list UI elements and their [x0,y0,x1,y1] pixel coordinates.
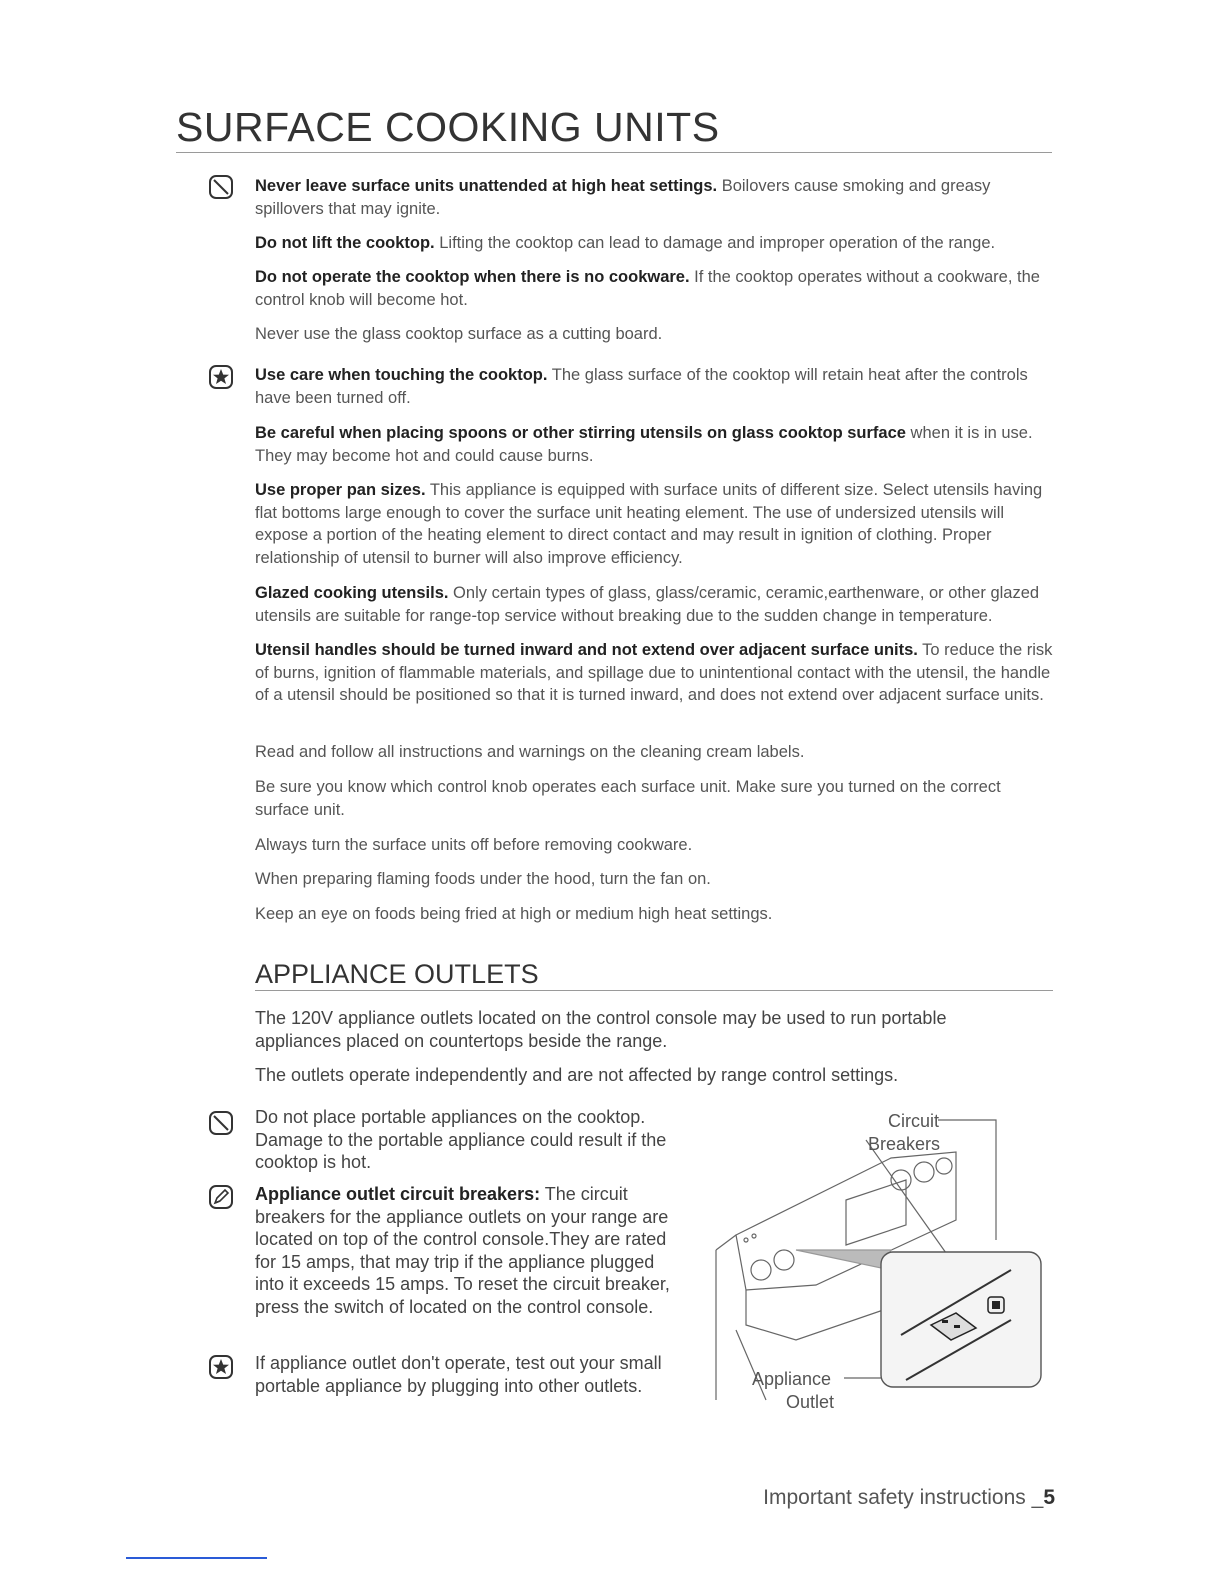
star-icon [208,1354,234,1380]
note-icon [208,1184,234,1210]
footer-text: Important safety instructions _ [763,1486,1044,1509]
cooking-item: Use care when touching the cooktop. The glass surface of the cooktop will retain heat after the controls have been turned off. [255,366,1028,407]
cooking-item: Do not lift the cooktop. Lifting the cooktop can lead to damage and improper operation of the range. [255,234,996,252]
cooking-item: Use proper pan sizes. This appliance is equipped with surface units of different size. Select utensils having flat bottoms large enough to cover the surface unit heating element. The use of undersized utensils will expose a portion of the heating element to direct contact and may result in ignition of clothing. Proper relationship of utensil to burner will also improve efficiency. [255,481,1043,567]
outlet-note: Appliance outlet circuit breakers: The circuit breakers for the appliance outlets on your range are located on top of the control console.They are rated for 15 amps, that may trip if the appliance plugged into it exceeds 15 amps. To reset the circuit breaker, press the switch of located on the control console. [255,1184,670,1317]
appliance-label: Appliance [752,1369,832,1389]
page-number: 5 [1043,1486,1055,1509]
cooking-item: Do not operate the cooktop when there is no cookware. If the cooktop operates without a cookware, the control knob will become hot. [255,268,1040,309]
section-paragraph: The outlets operate independently and are not affected by range control settings. [255,1065,899,1085]
outlet-note: If appliance outlet don't operate, test out your small portable appliance by plugging into other outlets. [255,1353,662,1396]
cooking-item: Keep an eye on foods being fried at high or medium high heat settings. [255,905,773,923]
cooking-item: Be sure you know which control knob operates each surface unit. Make sure you turned on the correct surface unit. [255,778,1001,819]
bottom-rule [126,1557,267,1559]
cooking-item: When preparing flaming foods under the hood, turn the fan on. [255,870,711,888]
outlet-note: Do not place portable appliances on the cooktop. Damage to the portable appliance could result if the cooktop is hot. [255,1107,667,1172]
outlet-label: Outlet [786,1392,835,1412]
prohibited-icon [208,174,234,200]
page-title: SURFACE COOKING UNITS [176,104,1052,153]
cooking-item: Never leave surface units unattended at high heat settings. Boilovers cause smoking and greasy spillovers that may ignite. [255,177,991,218]
star-icon [208,364,234,390]
prohibited-icon [208,1110,234,1136]
breakers-label: Breakers [868,1134,941,1154]
page-footer [740,1486,1055,1510]
circuit-breaker-icon [988,1297,1004,1313]
cooking-item: Read and follow all instructions and warnings on the cleaning cream labels. [255,743,805,761]
section-title: APPLIANCE OUTLETS [255,958,1053,991]
section-paragraph: The 120V appliance outlets located on the control console may be used to run portable appliances placed on countertops beside the range. [255,1008,947,1051]
circuit-label: Circuit [888,1111,940,1131]
cooking-item: Never use the glass cooktop surface as a cutting board. [255,325,663,343]
cooking-item: Utensil handles should be turned inward and not extend over adjacent surface units. To reduce the risk of burns, ignition of flammable materials, and spillage due to unintentional contact with the utensil, the handle of a utensil should be positioned so that it is turned inward, and does not extend over adjacent surface units. [255,641,1053,704]
cooking-item: Glazed cooking utensils. Only certain types of glass, glass/ceramic, ceramic,earthenware, or other glazed utensils are suitable for range-top service without breaking due to the sudden change in temperature. [255,584,1040,625]
cooking-item: Always turn the surface units off before removing cookware. [255,836,693,854]
appliance-outlet-diagram [706,1100,1056,1420]
cooking-item: Be careful when placing spoons or other stirring utensils on glass cooktop surface when it is in use. They may become hot and could cause burns. [255,424,1033,465]
